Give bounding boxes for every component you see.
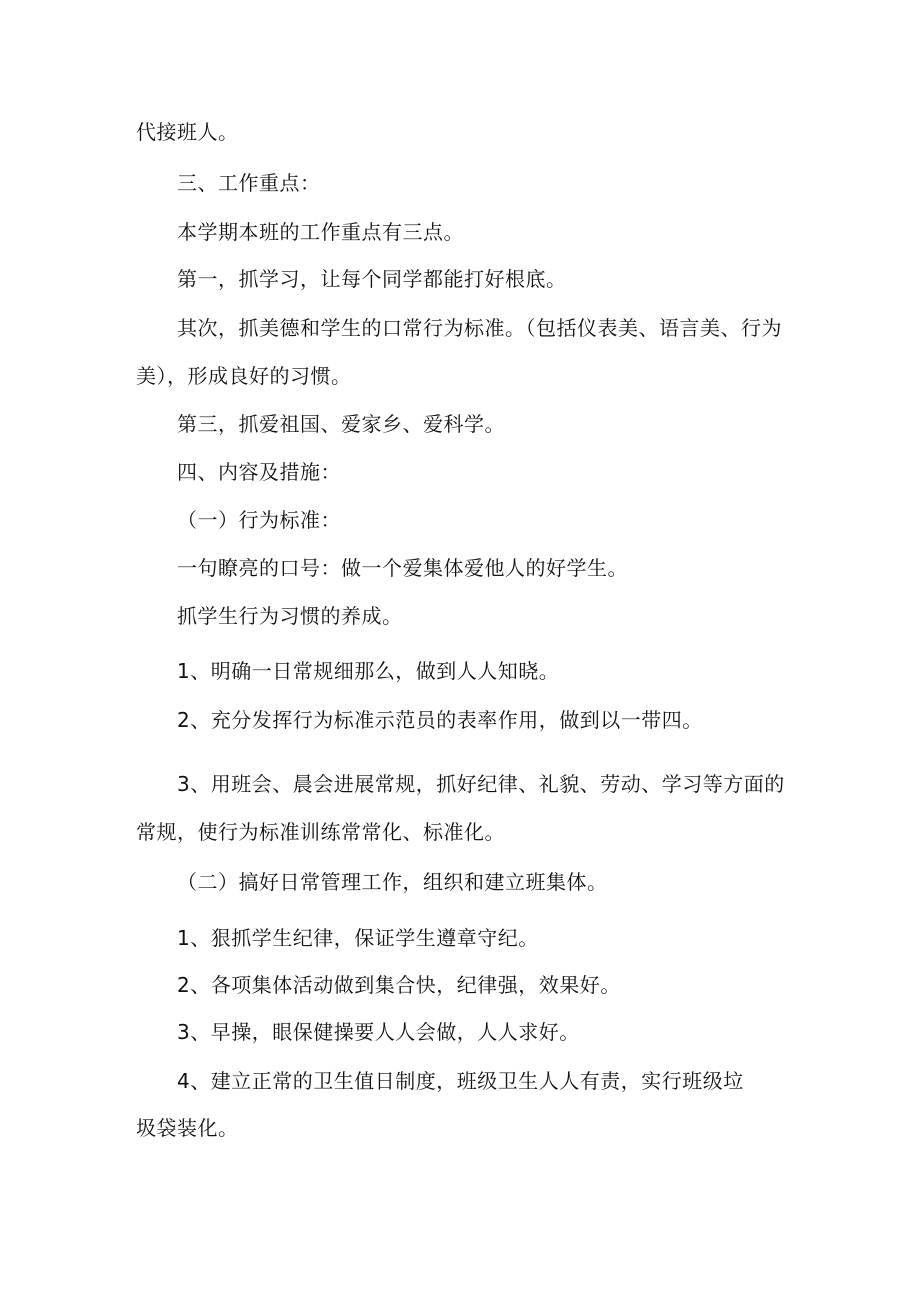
list-item: 4、建立正常的卫生值日制度，班级卫生人人有责，实行班级垃 — [177, 1069, 744, 1093]
text-line: 第三，抓爱祖国、爱家乡、爱科学。 — [177, 412, 505, 436]
text-line: 美），形成良好的习惯。 — [136, 364, 352, 388]
text-line: 常规，使行为标准训练常常化、标准化。 — [136, 820, 505, 844]
list-item: 3、用班会、晨会进展常规，抓好纪律、礼貌、劳动、学习等方面的 — [177, 772, 785, 796]
text-line: 其次，抓美德和学生的口常行为标准。（包括仪表美、语言美、行为 — [177, 316, 782, 340]
text-line: 本学期本班的工作重点有三点。 — [177, 220, 464, 244]
text-line: 代接班人。 — [136, 120, 239, 144]
subsection-heading: （二）搞好日常管理工作，组织和建立班集体。 — [177, 870, 608, 894]
subsection-heading: （一）行为标准： — [177, 508, 341, 532]
text-line: 圾袋装化。 — [136, 1116, 239, 1140]
text-line: 第一，抓学习，让每个同学都能打好根底。 — [177, 267, 567, 291]
text-line: 一句瞭亮的口号：做一个爱集体爱他人的好学生。 — [177, 556, 628, 580]
text-line: 抓学生行为习惯的养成。 — [177, 604, 403, 628]
list-item: 2、充分发挥行为标准示范员的表率作用，做到以一带四。 — [177, 708, 703, 732]
section-heading: 三、工作重点： — [177, 171, 321, 195]
list-item: 3、早操，眼保健操要人人会做，人人求好。 — [177, 1020, 580, 1044]
list-item: 1、明确一日常规细那么，做到人人知晓。 — [177, 659, 560, 683]
list-item: 1、狠抓学生纪律，保证学生遵章守纪。 — [177, 926, 539, 950]
section-heading: 四、内容及措施： — [177, 460, 341, 484]
list-item: 2、各项集体活动做到集合快，纪律强，效果好。 — [177, 973, 621, 997]
